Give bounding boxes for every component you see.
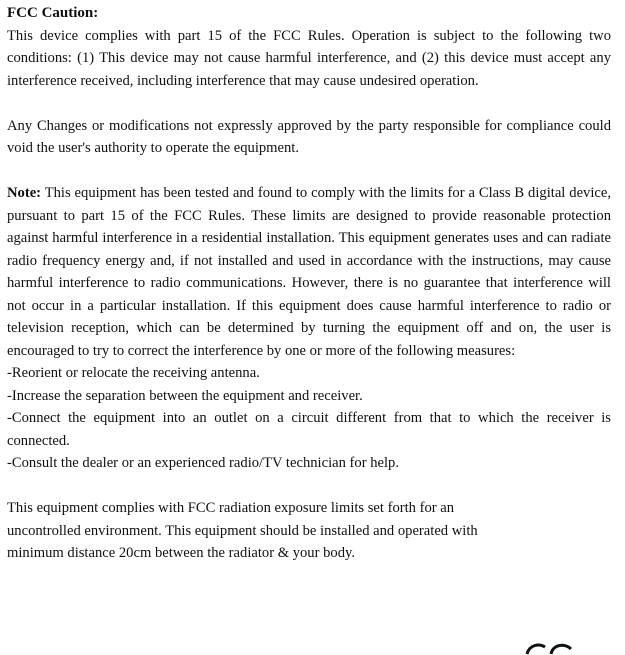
list-item: -Connect the equipment into an outlet on a circuit different from that to which the receiver is connected.: [7, 410, 611, 449]
radiation-line: This equipment complies with FCC radiation exposure limits set forth for an: [7, 500, 455, 516]
modifications-paragraph: Any Changes or modifications not expressly approved by the party responsible for compliance could void the user's authority to operate the equipment.: [7, 117, 611, 156]
list-item: -Consult the dealer or an experienced radio/TV technician for help.: [7, 455, 399, 471]
paragraph-gap: [7, 92, 611, 115]
note-text: This equipment has been tested and found to comply with the limits for a Class B digital device, pursuant to part 15 of the FCC Rules. These limits are designed to provide reasonable protection against harmful interference in a residential installation. This equipment generates uses and can radiate radio frequency energy and, if not installed and used in accordance with the instructions, may cause harmful interference to radio communications. However, there is no guarantee that interference will not occur in a particular installation. If this equipment does cause harmful interference to radio or television reception, which can be determined by turning the equipment off and on, the user is encouraged to try to correct the interference by one or more of the following measures:: [7, 185, 611, 359]
radiation-line: minimum distance 20cm between the radiator & your body.: [7, 545, 355, 561]
compliance-paragraph: This device complies with part 15 of the FCC Rules. Operation is subject to the following two conditions: (1) This device may not cause harmful interference, and (2) this device must accept any interference received, including interference that may cause undesired operation.: [7, 27, 611, 89]
note-paragraph: [7, 182, 611, 362]
paragraph-gap: [7, 160, 611, 183]
fcc-caution-document: [7, 2, 611, 565]
radiation-line: uncontrolled environment. This equipment should be installed and operated with: [7, 522, 478, 539]
paragraph-gap: [7, 475, 611, 498]
page-edge-mark: [525, 641, 573, 655]
measures-list: [7, 362, 611, 475]
note-label: Note:: [7, 185, 42, 201]
list-item: -Reorient or relocate the receiving antenna.: [7, 365, 260, 381]
document-title: FCC Caution:: [7, 5, 99, 21]
list-item: -Increase the separation between the equipment and receiver.: [7, 387, 363, 404]
